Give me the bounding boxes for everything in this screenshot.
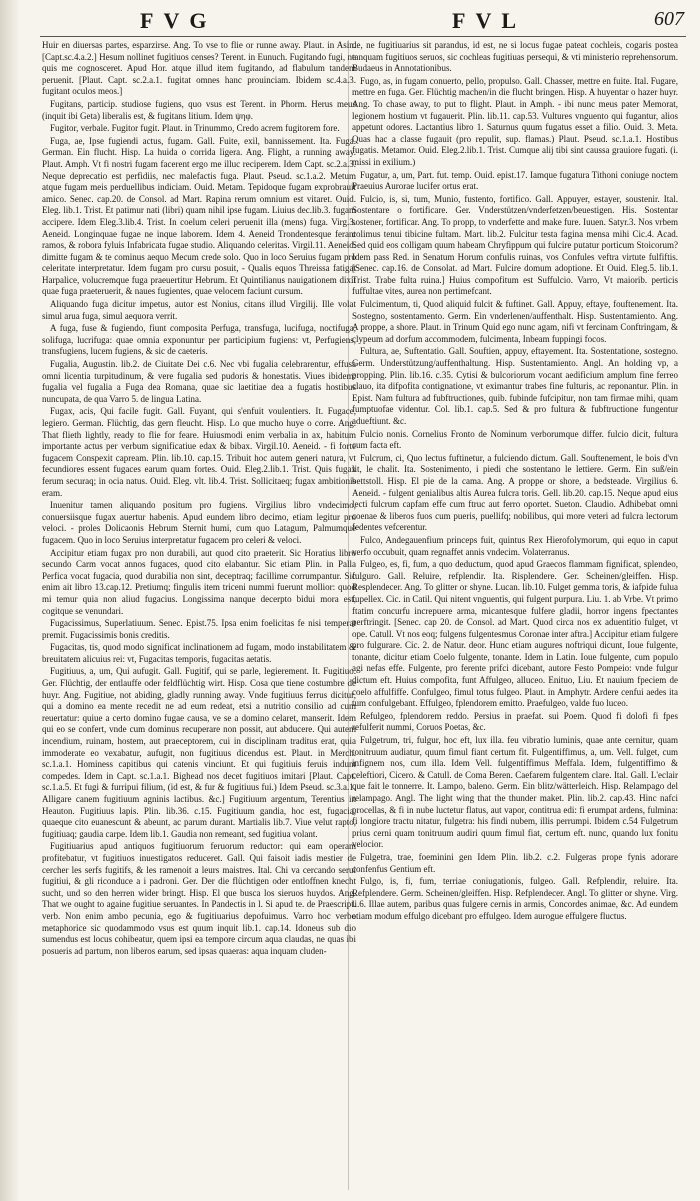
dictionary-entry: Huir en diuersas partes, esparzirse. Ang. To vse to flie or runne away. Plaut. in Asin. [Capt.sc.4.a.2.] Hesum nollinet fugitiuos censes? Terent. in Eunuch. Fugitando fugi, ne quis me cognosceret. Apud Hor. atque illud item fugitando, ad flabulum tandem peruenit. [Plaut. Capt. sc.2.a.1. fugitat omnes hanc prouinciam. Ibidem sc.4.a.3. fugitant oculos meos.] — [42, 40, 356, 97]
dictionary-column-left — [42, 40, 356, 1190]
running-head-right: FVL — [452, 8, 526, 33]
dictionary-entry: Fulgo, is, fi, fum, terriae coniugationis, fulgeo. Gall. Refplendir, reluire. Ita. Refplendere. Germ. Scheinen/gleiffen. Hisp. Refplendecer. Angl. To glitter or shyne. Virg. li.6. Illae autem, paribus quas fulgere cernis in armis, Concordes animae, &c. Ad eundem etiam modum effulgo dicebant pro effulgeo. Idem aurogue effulgere fluctus. — [352, 876, 678, 921]
dictionary-entry: Fulco, Andegauenfium princeps fuit, quintus Rex Hierofolymorum, qui equo in caput verfo occubuit, quam regnaffet annis vndecim. Volaterranus. — [352, 534, 678, 557]
dictionary-entry: Fugacitas, tis, quod modo significat inclinationem ad fugam, modo instabilitatem & breuitatem alicuius rei: vt, Fugacitas temporis, fugacitas aetatis. — [42, 642, 356, 664]
dictionary-entry: Fugatur, a, um, Part. fut. temp. Ouid. epist.17. Iamque fugatura Tithoni coniuge noctem Praeuius Aurorae lucifer ortus erat. — [352, 169, 678, 192]
book-binding-shadow — [0, 0, 20, 1201]
dictionary-entry: de, ne fugitiuarius sit parandus, id est, ne si locus fugae pateat cochleis, cogaris postea tanquam fugitiuos seruos, sic cochleas fugitiuas persequi, & vti ministerio reprehensorum. Budaeus in Annotationibus. — [352, 40, 678, 74]
running-head-left: FVG — [140, 8, 217, 33]
dictionary-entry: Fulcio nonis. Cornelius Fronto de Nominum verborumque differ. fulcio dicit, fultura cum facta eft. — [352, 428, 678, 451]
page-number: 607 — [654, 8, 684, 30]
dictionary-column-right — [352, 40, 678, 1190]
dictionary-entry: Fuga, ae, Ipse fugiendi actus, fugam. Gall. Fuite, exil, bannissement. Ita. Fuga. German. Ein flucht. Hisp. La huida o corrida ligera. Ang. Flight, a running away. Plaut. Amph. Vt fi nostri fugam facerent ergo me illuc reciperem. Idem Capt. sc.2.a.3. Neque deprecatio est perfidiis, nec malefactis fuga. Plaut. Pseud. sc.1.a.2. Metum atque fugam meis perduellibus indiciam. Ouid. Metam. Tepidoque fugam exprobrauit amico. Senec. cap.20. de Consol. ad Mart. Rapina rerum omnium est vitaret. Ouid. Eleg. lib.1. Trist. Et patimur nati (libri) quam nihil ipse fugam. Liuius dec.lib.3. fugam accipere. Idem Eleg.3.lib.4. Trist. In coelum celeri peruenit illa (mens) fuga. Virg.3. Aeneid. Longinquae fugae ne inque laborem. Idem 4. Aeneid Trondentesque ferant ramos, & robora fyluis Infabricata fugae studio. Aliquando celeritas. Virgil.11. Aeneid. dimitte fugam & te cominus aequo Mecum crede solo. Quo in loco Seruius fugam pro celeritate interpretatur. Idem fugam pro cursu posuit, - Qualis equos Threissa fatigat Harpalice, volucremque fuga praeuertitur Hebrum. Et Quintilianus nauigationem dixit quae fuga praeteruerit, & naues fugientes, quae velocem faciunt cursum. — [42, 135, 356, 297]
dictionary-entry: Fugax, acis, Qui facile fugit. Gall. Fuyant, qui s'enfuit voulentiers. It. Fugace, legiero. German. Flüchtig, das gern fleucht. Hisp. Lo que mucho huye o corre. Ang. That flieth lightly, ready to flie for feare. Huiusmodi enim verbalia in ax, habitum importante actus per verbum significatiue edax & bibax. Virgil.10. Aeneid. - fi forte fugacem Conspexit capream. Plin. lib.10. cap.15. Tribuit hoc autem generi natura, vt fecundiores essent fugaces earum quam fortes. Ouid. Eleg.2.lib.1. Trist. Quis fugax ferum securaq; in ocia natus. Ouid. Eleg. vlt. lib.4. Trist. Sollicitaeq; fugax ambitionis eram. — [42, 406, 356, 498]
dictionary-entry: Fugacissimus, Superlatiuum. Senec. Epist.75. Ipsa enim foelicitas fe nisi temperat premit. Fugacissimis bonis creditis. — [42, 618, 356, 640]
dictionary-entry: Accipitur etiam fugax pro non durabili, aut quod cito praeterit. Sic Horatius libro secundo Carm vocat annos fugaces, quod cito elabantur. Sic etiam Plin. in Palla Perfica vocat fugacia, quod durabilia non sint, deceptraq; facillime corrumpantur. Sic enim ait libro 13.cap.12. Pretiumq; fingulis item triceni nummi fuerunt mollior: quod mi temur quia non aliud fugacius. Longissima nanque decerpto bidui mora est, cogitque se venundari. — [42, 547, 356, 616]
dictionary-entry: Fulcrum, ci, Quo lectus fuftinetur, a fulciendo dictum. Gall. Souftenement, le bois d'vn lit, le chalit. Ita. Sostenimento, i piedi che sostentano le lettiere. Germ. Ein suß/ein bettstoll. Hisp. El pie de la cama. Ang. A proppe or shore, a bedsteade. Virgilius 6. Aeneid. - fulgent genialibus altis Aurea fulcra toris. Gell. lib.20. cap.15. Neque apud eius lecti fulcrum capfam effe cum ftruc aut ferro oportet. Sueton. Claudio. Adhibebat omni coenae & liberos fuos cum pueris, puellifq; nobilibus, qui more veteri ad fulcra lectorum fedentes vefcerentur. — [352, 452, 678, 533]
dictionary-entry: Refulgeo, fplendorem reddo. Persius in praefat. sui Poem. Quod fi dolofi fi fpes refulferit nummi, Coruos Poetas, &c. — [352, 710, 678, 733]
dictionary-entry: Fugitor, verbale. Fugitor fugit. Plaut. in Trinummo, Credo acrem fugitorem fore. — [50, 123, 340, 134]
dictionary-entry: Fugalia, Augustin. lib.2. de Ciuitate Dei c.6. Nec vbi fugalia celebrarentur, effusa omni licentia turpitudinum, & vere fugalia sed pudoris & honestatis. Viues ibidem: fugalia vel fugalia a Fuga dea Romana, quae sic laetitiae dea a fugatis hostibus nuncupata, de qua Varro 5. de lingua Latina. — [42, 359, 356, 404]
header-rule — [40, 36, 686, 37]
dictionary-entry: Fugitiuarius apud antiquos fugitiuorum feruorum reductor: qui eam operam profitebatur, vt fugitiuos inuestigatos reduceret. Gall. Qui faisoit iadis mestier de cercher les serfs fugitifs, & les ramenoit a leurs maistres. Ital. Chi va cercando serui fugitiui, & gli riconduce a i padroni. Ger. Der die flüchtigen oder entloffnen knecht sucht, und so den herren wider bringt. Hisp. El que busca los sieruos huydos. Ang. That we ought to againe fugitiue seruantes. In Pandectis in l. Si apud te. de Praescript. verb. Non enim ambo pecunia, ego & fugitiuarius depofuimus. Varro hoc verbo metaphorice sic quodammodo vsus est quum inquit lib.1. cap.14. Idoneus sub dio sumendus est locus cohibeatur, quem ipsi ea tempore circum aqua claudas, ne quas ibi posueris ad partum, non liberos earum, sed ipsas quaeras: aqua inquam cluden- — [42, 841, 356, 956]
dictionary-entry: Inuenitur tamen aliquando positum pro fugiens. Virgilius libro vndecimo, conuersiisque fugax auertur habenis. Apud eundem libro decimo, etiam legitur pro veloci. - proles Dolicaonis Hebrum Sternit humi, cum quo Latagum, Palmumque fugacem. Quo in loco Seruius interpretatur fugacem pro celeri & veloci. — [42, 500, 356, 545]
dictionary-entry: Fulgetrum, tri, fulgur, hoc eft, lux illa. feu vibratio luminis, quae ante cernitur, quam tonitruum audiatur, quum fimul fiant certum fit. Fulgentiffimus, a, um. Vell. fulget, cum infignem nos, cum illa. Idem Vell. fulgentiffimus Meffala. Idem, fulgentiffimo & celeftiori, Cicero. & Catull. de Coma Beren. Caefarem fulgentem clare. Ital. Gall. L'eclair que fait le tonnerre. It. Lampo, baleno. Germ. Ein blitz/wätterleich. Hisp. Relampago del relampago. Angl. The light wing that the thunder maket. Plin. lib.2. cap.43. Hinc nafci procellas, & fi in nube luctetur flatus, aut vapor, contitrua edi: fi erumpat ardens, fulmina: fi longiore tractu nitatur, fulgetra: his findi nubem, illis perrumpi. Ibidem c.54 Fulgetrum prius cerni quam tonitruum audiri quum fimul fiat, certum eft. nunc, quando lux fonitu velocior. — [352, 735, 678, 850]
dictionary-entry: Fulgeo, es, fi, fum, a quo deductum, quod apud Graecos flammam fignificat, splendeo, fulguro. Gall. Reluire, refplendir. Ita. Risplendere. Ger. Scheinen/gleiffen. Hisp. Resplendecer. Ang. To glitter or shyne. Lucan. lib.10. Fulget gemma toris, & iafpide fulua fupellex. Cic. in Catil. Qui nitent vnguentis, qui fulgent purpura. Liu. 1. ab Vrbe. Vt primo ftatim concurfu increpuere arma, micantesque fulfere gladii, horror ingens fpectantes perftringit. [Senec. cap 20. de Consol. ad Mart. Quod circa nos ex aduentitio fulget, vt ope. Catull. Vt nos eoq; fulgens fulgentesmus Coronae inter aftra.] Accipitur etiam fulgere pro fulgurare. Cic. 2. de Natur. deor. Hunc etiam augures noftriqui dicunt, Ioue fulgente, tonante, dicitur etiam Coelo fulgente, tonante. Idem in Latin. Ioue fulgente, cum populo agi nefas effe. Fulgente, pro ferente prifci dicebant, autore Festo Pompeio: vnde fulgur dictum eft. Huius compofita, funt Affulgeo, alluceo. Enituo, Liu. Et nauium fpeciem de coelo affulfiffe. Confulgeo, fimul totus fulgeo. Plaut. in Amphytr. Ardere cenfui aedes ita tum confulgebant. Effulgeo, fplendorem emitto. Praefulgeo, valde fuo luceo. — [352, 559, 678, 709]
dictionary-entry: Fulcio, is, si, tum, Munio, fustento, fortifico. Gall. Appuyer, estayer, soustenir. Ital. Sostentare o fortificare. Ger. Vnderstützen/vnderfetzen/beuestigen. His. Sostentar sostener, fortificar. Ang. To propp, to vnderfette and make fure. Iuuen. Satyr.3. Nos vrbem colimus tenui tibicine fultam. Mart. lib.2. Fulcitur testa fagina mensa mihi Cic.4. Acad. Sed quid eos colligam quum habeam Chryfippum qui fulcire putatur porticum Stoicorum? Idem pass Red. in Senatum Horum confulis ruinas, vos Confules veftra virtute fulfiftis. [Senec. cap.16. de Consolat. ad Mart. Fulcire domum adoptione. Et Ouid. Eleg.5. lib.1. Trist. Trabe fulta ruina.] Huius compofitum est Suffulcio. Varro, Vt maiorib. perticis fuffultae vites, aurea non pertimefcant. — [352, 193, 678, 297]
dictionary-entry: A fuga, fuse & fugiendo, fiunt composita Perfuga, transfuga, lucifuga, noctifuga, solifuga, lucrifuga: quae omnia exponuntur per participium fugiens: vt, Perfugiens, transfugiens, lucem fugiens, & sic de caeteris. — [42, 323, 356, 357]
dictionary-entry: Fulgetra, trae, foeminini gen Idem Plin. lib.2. c.2. Fulgeras prope fynis adorare confenfus Gentium eft. — [352, 851, 678, 874]
dictionary-entry: Fugo, as, in fugam conuerto, pello, propulso. Gall. Chasser, mettre en fuite. Ital. Fugare, mettre en fuga. Ger. Flüchtig machen/in die flucht bringen. Hisp. A huyentar o hazer huyr. Ang. To chase away, to put to flight. Plaut. in Amph. - ibi nunc meus pater Memorat, legionem hostium vt fugauerit. Plin. lib.11. cap.53. Vultures vnguento qui fugantur, alios appetunt odores. Lactantius libro 1. Saturnus quum fugatus esset a filio. Ouid. 3. Meta. Quas hac a classe fugauit (pro repulit, sup. flamas.) Plaut. Pseud. sc.1.a.1. Hostibus fugatis. Metamor. Ouid. Eleg.2.lib.1. Trist. Cumque alij tibi sint caussa grauiore fugati. (i. missi in exilium.) — [352, 75, 678, 167]
dictionary-entry: Aliquando fuga dicitur impetus, autor est Nonius, citans illud Virgilij. Ille volat simul arua fuga, simul aequora verrit. — [42, 299, 356, 321]
dictionary-entry: Fultura, ae, Suftentatio. Gall. Souftien, appuy, eftayement. Ita. Sostentatione, sostegno. Germ. Understützung/auffenthaltung. Hisp. Sustentamiento. Angl. An holding vp, a propping. Plin. lib.16. c.35. Cytisi & bulcoriorum vocant aedificium amplum fine ferreo clauo, ita difpofita contignatione, vt eximantur trabes fine fulturis, ac reponantur. Plin. in Epist. Nam fultura ad fubftructiones, quib. fubinde fufcipitur, non tam firmae mihi, quam fumptuofae videntur. Col. lib.1. cap.5. Sed & pro fultura & fubftructione fungentur adueftiunt. &c. — [352, 346, 678, 426]
dictionary-entry: Fugitans, particip. studiose fugiens, quo vsus est Terent. in Phorm. Herus meus (inquit ibi Geta) liberalis est, & fugitans litium. Idem ψηφ. — [42, 98, 356, 121]
dictionary-entry: Fulcimentum, ti, Quod aliquid fulcit & fuftinet. Gall. Appuy, eftaye, fouftenement. Ita. Sostegno, sostentamento. Germ. Ein vnderlenen/auffenthalt. Hisp. Sustentamiento. Ang. A proppe, a shore. Plaut. in Trinum Quid ego nunc agam, nifi vt fercinam Conftringam, & clypeum ad dorfum accommodem, fulcimenta, Inbeam fuppingi focos. — [352, 299, 678, 344]
dictionary-entry: Fugitiuus, a, um, Qui aufugit. Gall. Fugitif, qui se parle, legierement. It. Fugitiuo. Ger. Flüchtig, der entlauffe oder feldflüchtig wirt. Hisp. Cosa que tiene costumbre de huyr. Ang. Fugitiue, not abiding, gladly running away. Vnde fugitiuus ferrus dicitur, qui a domino ea mente recedit ne ad eum redeat, etsi a nutritio consilio ad cum reuertatur: quiue a certo domino fugae causa, ve se a domino celaret, manserit. Idem qui eo se confert, vnde cum dominus recuperare non possit, aut abducere. Qui autem incendium, ruinam, hostem, aut praeceptorem, cui in disciplinam traditus erat, quia immoderate eo vexabatur, aufugit, non fugitiuus dicendus est. Plaut. in Merch. sc.1.a.1. Hominess capitibus qui catenis vinciunt. Et qui fugitiuis feruis indunt compedes. Idem in Capt. sc.1.a.1. Bighead nos decet fugitiuos imitari [Plaut. Capt. sc.1.a.5. Et fugi & furripui filium, (id est, & fur & fugitiuus fui.) Idem Pseud. sc.3.a.1. Alligare canem fugitiuum agninis lactibus. &c.] Fugitiuum argentum, Terentius in Heauton. Fugitiuus lapis. Plin. lib.36. c.15. Fugitiuum gandia, hoc est, fugacia, quaeque cito euanescunt & abeunt, ac parum durant. Martialis lib.7. Viue velut rapto, fugitiuaq; gaudia carpe. Idem lib.1. Gaudia non remeant, sed fugitiua volant. — [42, 666, 356, 839]
